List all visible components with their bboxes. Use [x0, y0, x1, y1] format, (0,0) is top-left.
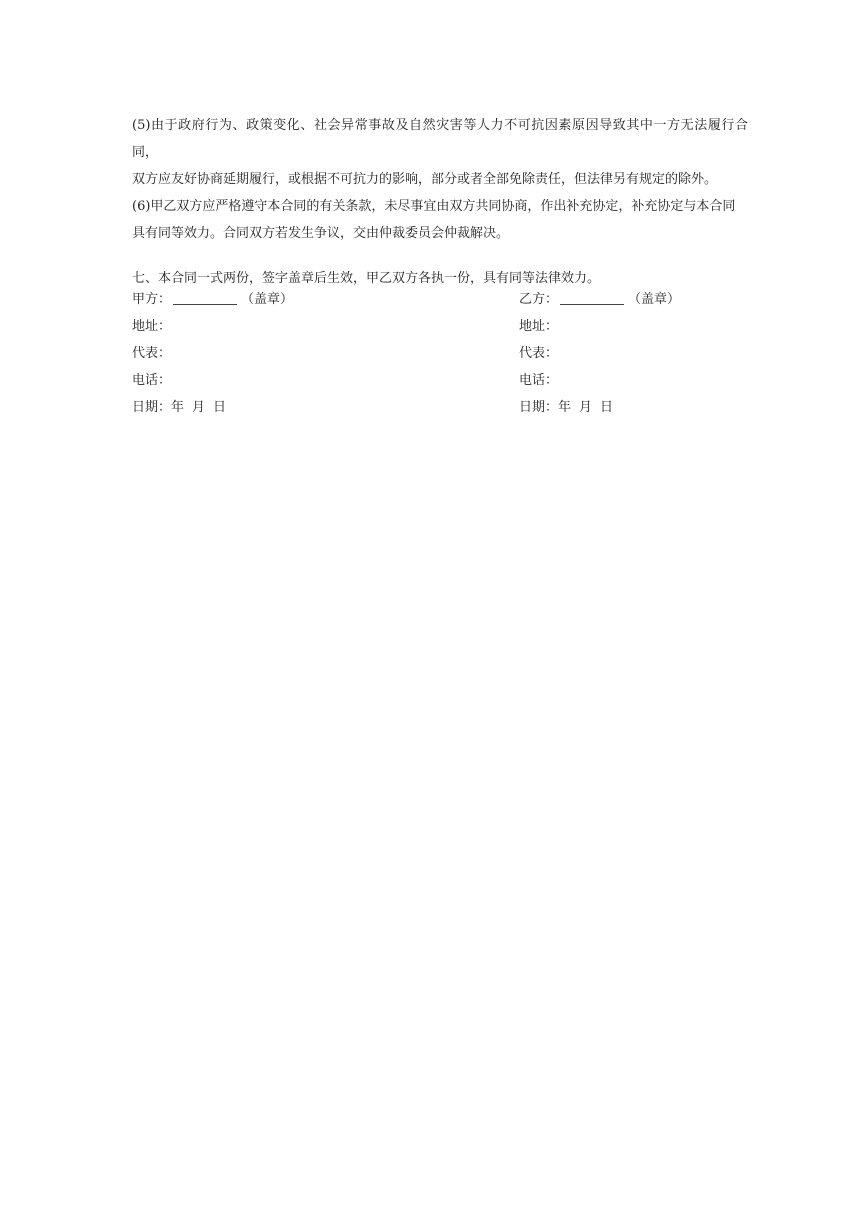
- party-b-representative: 代表：: [519, 346, 559, 361]
- clause-7: 七、本合同一式两份，签字盖章后生效，甲乙双方各执一份，具有同等法律效力。: [132, 271, 601, 286]
- party-b-date-row: [519, 394, 680, 421]
- party-b-day: 日: [600, 400, 614, 415]
- party-a-representative: 代表：: [132, 346, 172, 361]
- clause-6-line-1: (6)甲乙双方应严格遵守本合同的有关条款，未尽事宜由双方共同协商，作出补充协定，补充协定与本合同: [132, 199, 736, 214]
- clause-5: [132, 112, 748, 193]
- party-b-label: 乙方：: [519, 292, 559, 307]
- party-a-day: 日: [213, 400, 227, 415]
- party-a-name-blank: [173, 290, 237, 305]
- party-b-date-label: 日期：: [519, 400, 559, 415]
- clause-6: [132, 193, 748, 247]
- party-a-seal: （盖章）: [241, 292, 294, 307]
- party-b-signature-block: [519, 286, 680, 421]
- party-b-address: 地址：: [519, 319, 559, 334]
- party-b-month: 月: [579, 400, 593, 415]
- party-a-label: 甲方：: [132, 292, 172, 307]
- party-a-address: 地址：: [132, 319, 172, 334]
- clause-5-line-1: (5)由于政府行为、政策变化、社会异常事故及自然灾害等人力不可抗因素原因导致其中一方无法履行合同，: [132, 118, 748, 160]
- party-a-month: 月: [192, 400, 206, 415]
- party-a-date-row: [132, 394, 293, 421]
- clause-5-line-2: 双方应友好协商延期履行，或根据不可抗力的影响，部分或者全部免除责任，但法律另有规定的除外。: [132, 172, 718, 187]
- clause-6-line-2: 具有同等效力。合同双方若发生争议，交由仲裁委员会仲裁解决。: [132, 226, 510, 241]
- party-a-name-row: [132, 286, 293, 313]
- party-a-date-label: 日期：: [132, 400, 172, 415]
- contract-clauses: [132, 112, 748, 292]
- party-b-phone: 电话：: [519, 373, 559, 388]
- party-a-phone: 电话：: [132, 373, 172, 388]
- party-b-year: 年: [558, 400, 572, 415]
- party-b-seal: （盖章）: [628, 292, 681, 307]
- party-b-name-blank: [560, 290, 624, 305]
- party-b-name-row: [519, 286, 680, 313]
- party-a-signature-block: [132, 286, 293, 421]
- party-a-year: 年: [171, 400, 185, 415]
